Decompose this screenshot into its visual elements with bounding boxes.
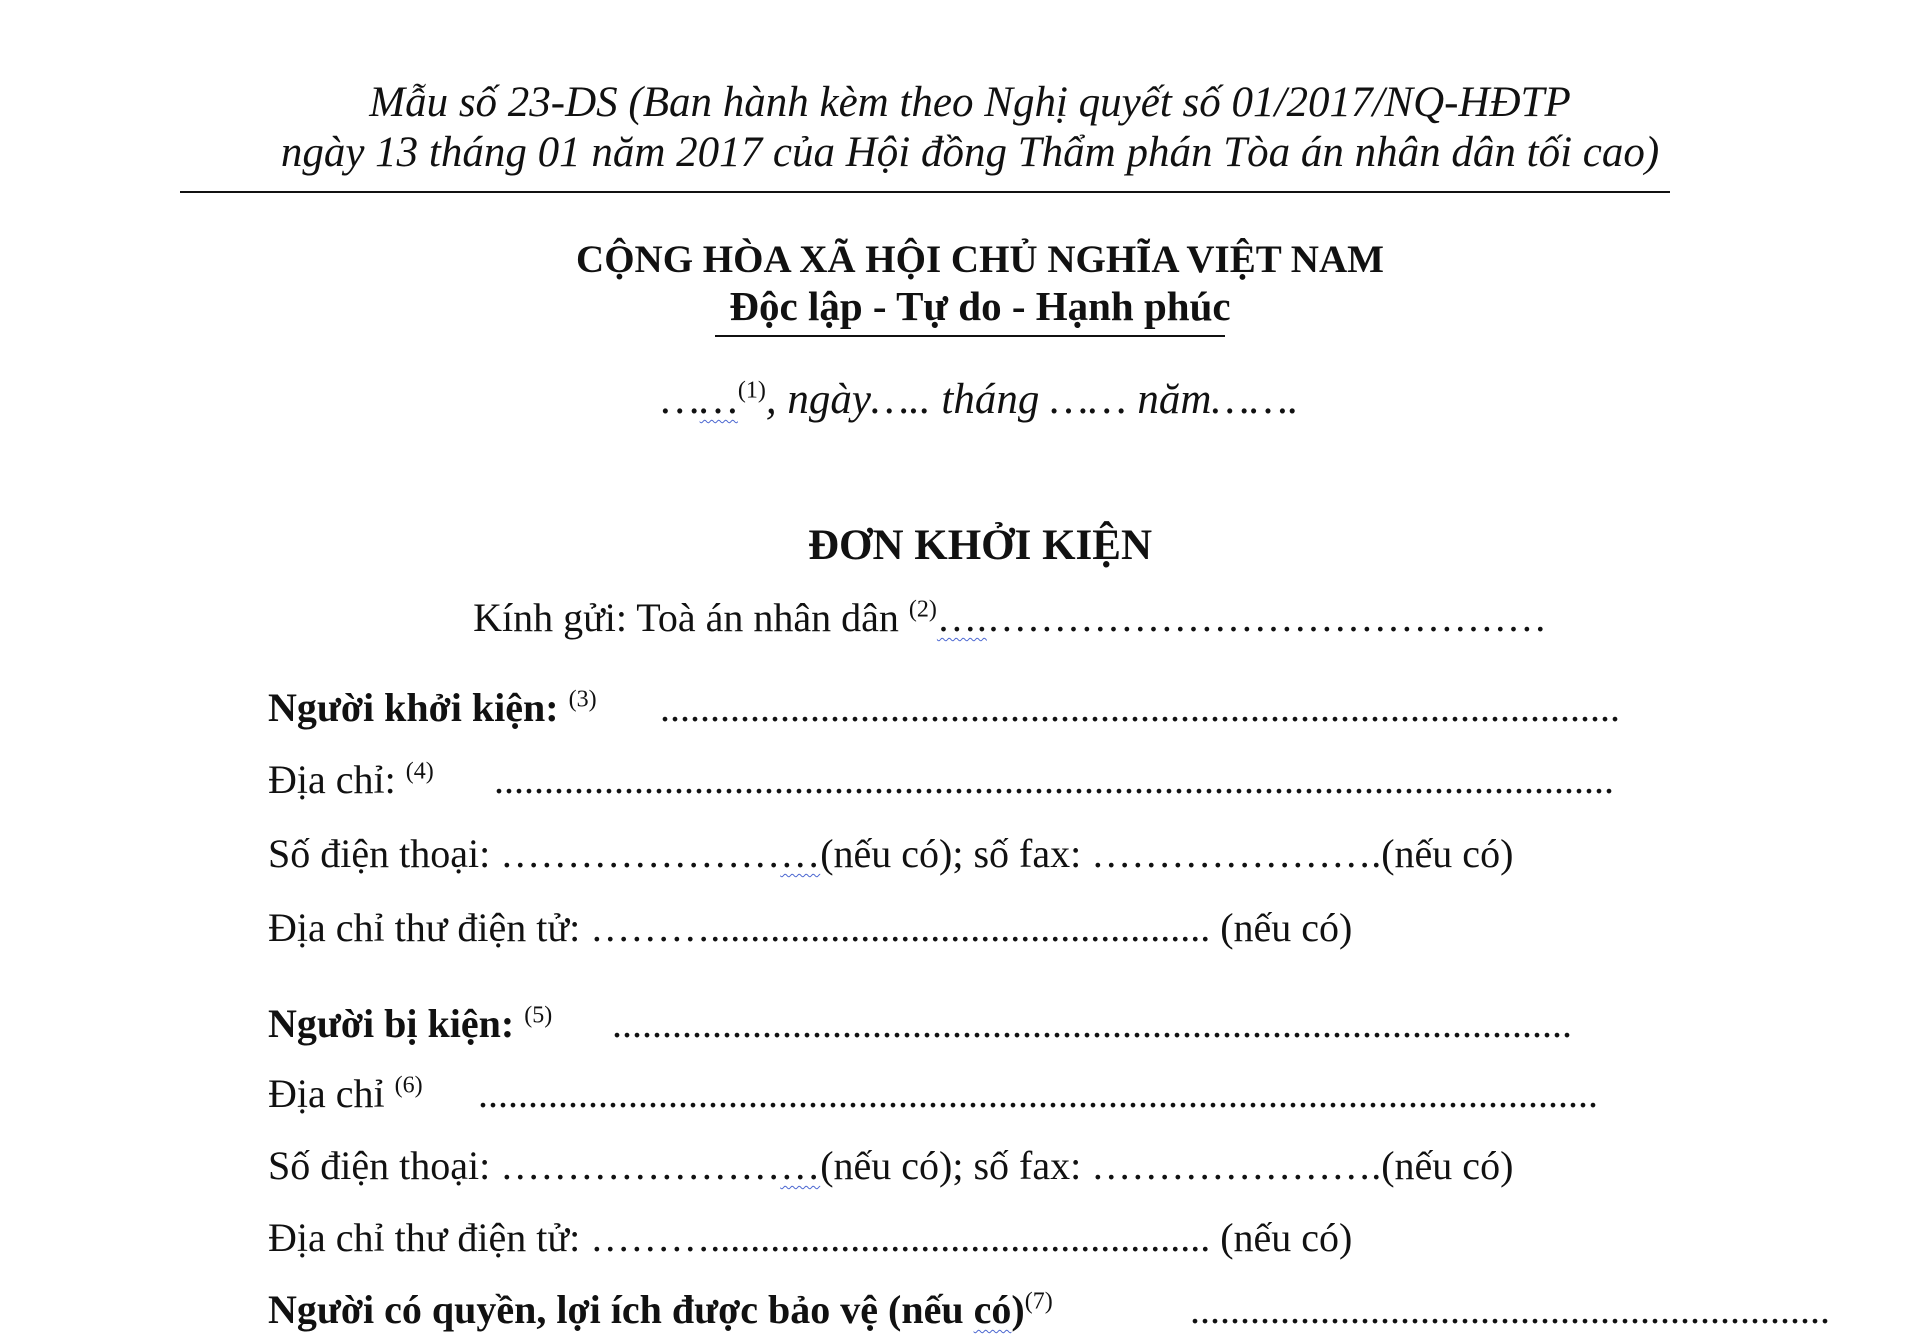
- defendant-label: Người bị kiện:: [268, 1001, 515, 1046]
- plaintiff-phone-dots: …………………: [500, 831, 781, 876]
- defendant-name-dots: ................................................................................................: [612, 1001, 1572, 1046]
- interested-party-dots: ................................................................: [1190, 1287, 1830, 1332]
- plaintiff-phone-line: [268, 826, 1513, 882]
- defendant-fax-dots: ………………….: [1091, 1143, 1382, 1188]
- plaintiff-phone-marked: …: [780, 831, 821, 876]
- date-line: [0, 372, 1920, 428]
- footnote-ref-4: (4): [405, 758, 434, 785]
- defendant-phone-line: [268, 1138, 1513, 1194]
- interested-party-line: [268, 1282, 1053, 1338]
- defendant-email-line: [268, 1210, 1352, 1266]
- footnote-ref-1: (1): [737, 377, 766, 404]
- plaintiff-name-dots: ................................................................................................: [660, 685, 1620, 730]
- footnote-ref-6: (6): [394, 1072, 423, 1099]
- footnote-ref-3: (3): [568, 686, 597, 713]
- motto-underline: [715, 335, 1225, 337]
- date-text: , ngày….. tháng …… năm…….: [765, 376, 1299, 423]
- defendant-fax-suffix: (nếu có): [1381, 1143, 1514, 1188]
- header-divider: [180, 191, 1670, 193]
- recipient-line: [0, 590, 1920, 646]
- interested-party-label-end: ): [1011, 1287, 1025, 1332]
- interested-party-label: Người có quyền, lợi ích được bảo vệ (nếu: [268, 1287, 974, 1332]
- national-motto: Độc lập - Tự do - Hạnh phúc: [729, 283, 1231, 329]
- plaintiff-address-dots: ................................................................................................................: [494, 757, 1614, 802]
- footnote-ref-2: (2): [908, 596, 937, 623]
- defendant-name-line: [268, 996, 552, 1052]
- footnote-ref-5: (5): [524, 1002, 553, 1029]
- form-reference-line-2: ngày 13 tháng 01 năm 2017 của Hội đồng Thẩm phán Tòa án nhân dân tối cao): [280, 129, 1660, 176]
- defendant-email-dots: ………..................................................: [590, 1215, 1211, 1260]
- plaintiff-phone-suffix: (nếu có); số fax:: [820, 831, 1092, 876]
- form-reference-line-1: Mẫu số 23-DS (Ban hành kèm theo Nghị quyết số 01/2017/NQ-HĐTP: [369, 79, 1571, 126]
- defendant-address-dots: ................................................................................................................: [478, 1071, 1598, 1116]
- defendant-phone-marked: …: [780, 1143, 821, 1188]
- date-place-dots: …: [661, 376, 700, 423]
- plaintiff-name-line: [268, 680, 597, 736]
- interested-party-marked: có: [973, 1287, 1012, 1332]
- plaintiff-address-line: [268, 752, 434, 808]
- defendant-email-label: Địa chỉ thư điện tử:: [268, 1215, 591, 1260]
- document-title: ĐƠN KHỞI KIỆN: [807, 522, 1153, 569]
- plaintiff-fax-dots: ………………….: [1091, 831, 1382, 876]
- defendant-phone-label: Số điện thoại:: [268, 1143, 501, 1188]
- recipient-dots: ……………………………………: [986, 595, 1547, 640]
- defendant-email-suffix: (nếu có): [1210, 1215, 1353, 1260]
- recipient-marked: ….: [936, 595, 987, 640]
- plaintiff-email-line: [268, 900, 1352, 956]
- footnote-ref-7: (7): [1024, 1288, 1053, 1315]
- defendant-phone-dots: …………………: [500, 1143, 781, 1188]
- plaintiff-email-suffix: (nếu có): [1210, 905, 1353, 950]
- defendant-address-label: Địa chỉ: [268, 1071, 385, 1116]
- plaintiff-fax-suffix: (nếu có): [1381, 831, 1514, 876]
- defendant-address-line: [268, 1066, 423, 1122]
- date-place-marked: …: [699, 376, 738, 423]
- plaintiff-label: Người khởi kiện:: [268, 685, 559, 730]
- plaintiff-email-dots: ………..................................................: [590, 905, 1211, 950]
- plaintiff-email-label: Địa chỉ thư điện tử:: [268, 905, 591, 950]
- defendant-phone-suffix: (nếu có); số fax:: [820, 1143, 1092, 1188]
- plaintiff-address-label: Địa chỉ:: [268, 757, 396, 802]
- recipient-prefix: Kính gửi: Toà án nhân dân: [473, 595, 909, 640]
- plaintiff-phone-label: Số điện thoại:: [268, 831, 501, 876]
- national-title: CỘNG HÒA XÃ HỘI CHỦ NGHĨA VIỆT NAM: [576, 238, 1384, 281]
